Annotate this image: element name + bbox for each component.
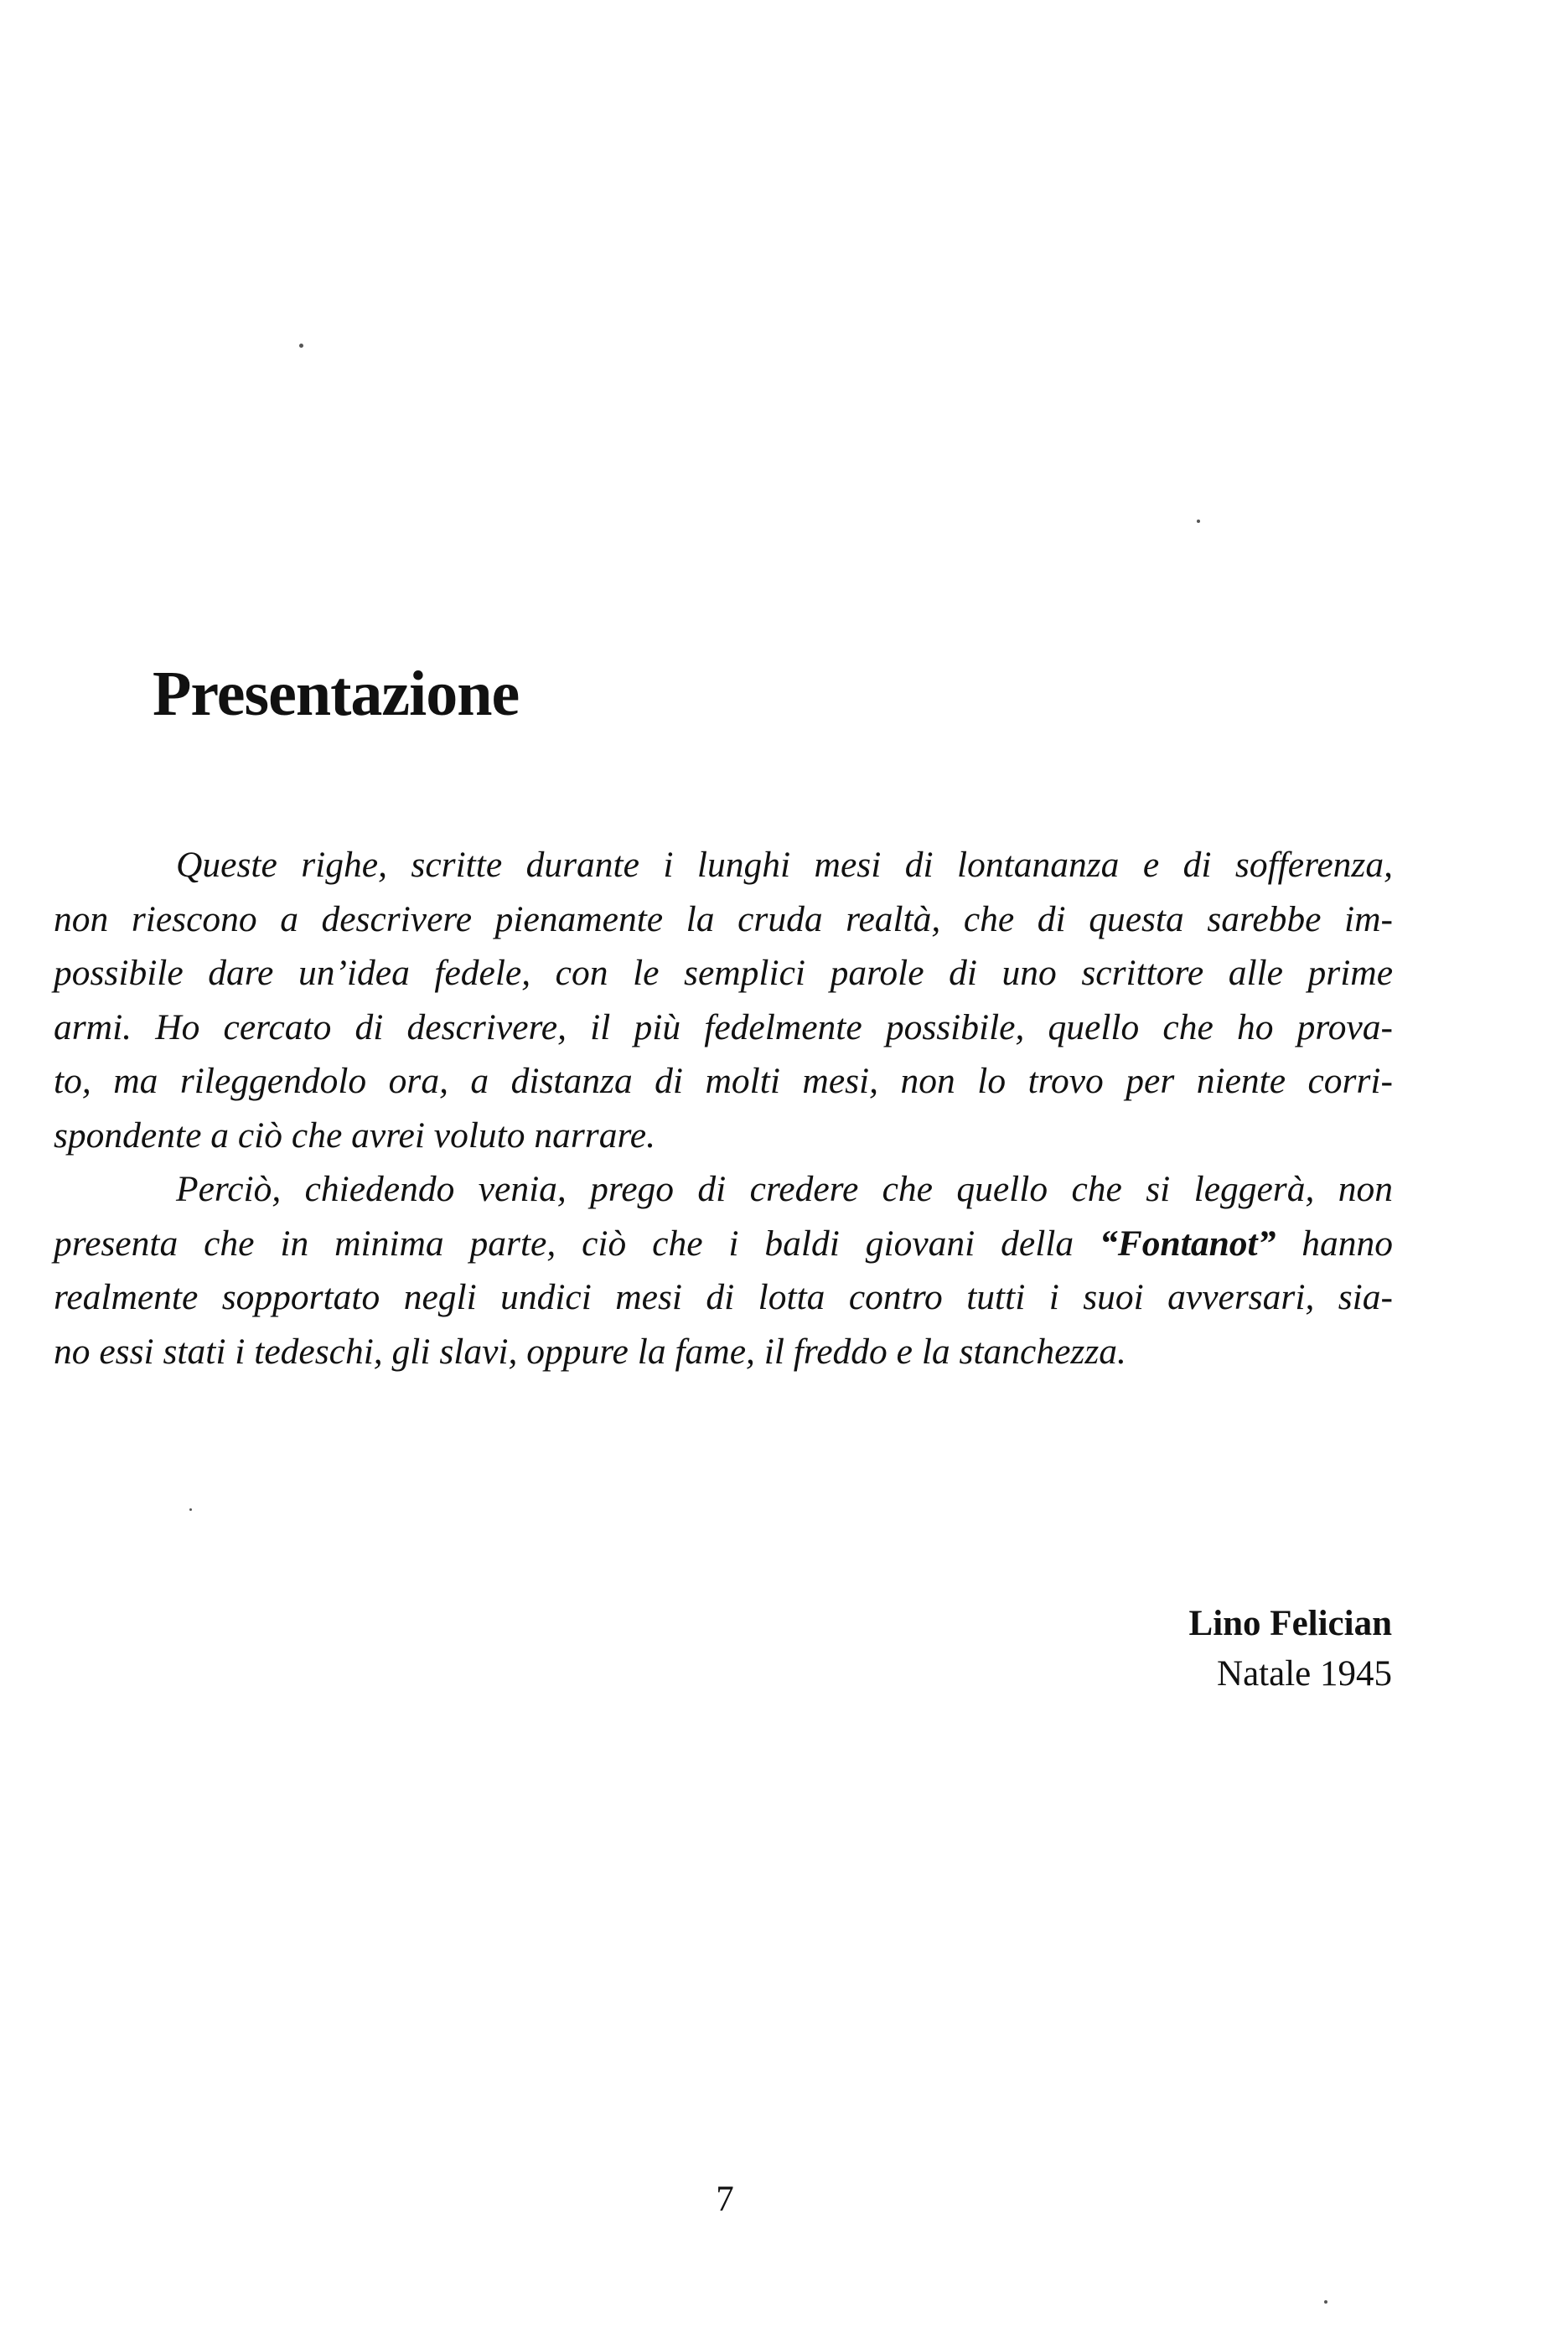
text-line: to, ma rileggendolo ora, a distanza di molti mesi, non lo trovo per niente corri- [54,1061,1393,1101]
paragraph-2 [54,1162,1393,1378]
scan-speck [1324,2300,1327,2304]
text-line: Queste righe, scritte durante i lunghi mesi di lontananza e di sofferenza, [176,845,1393,885]
signature-date: Natale 1945 [1217,1654,1392,1694]
text-line: Perciò, chiedendo venia, prego di credere che quello che si leggerà, non [176,1169,1393,1209]
text-line: non riescono a descrivere pienamente la cruda realtà, che di questa sarebbe im- [54,898,1393,939]
page-title: Presentazione [153,659,520,729]
scan-speck [299,344,303,348]
text-fragment: hanno [1276,1223,1394,1264]
paragraph-1 [54,838,1393,1162]
text-fragment: presenta che in minima parte, ciò che i baldi giovani della [54,1223,1100,1264]
signature-block [1189,1599,1392,1699]
text-line: armi. Ho cercato di descrivere, il più fedelmente possibile, quello che ho prova- [54,1006,1393,1047]
fontanot-emphasis: “Fontanot” [1100,1223,1276,1264]
author-name: Lino Felician [1188,1604,1392,1643]
scan-speck [1197,520,1200,523]
presentation-text [54,838,1393,1378]
page-number: 7 [716,2180,734,2219]
text-line: no essi stati i tedeschi, gli slavi, oppure la fame, il freddo e la stanchezza. [54,1331,1126,1372]
text-line [54,1217,1393,1271]
text-line: possibile dare un’idea fedele, con le semplici parole di uno scrittore alle prime [54,953,1393,993]
text-line: spondente a ciò che avrei voluto narrare. [54,1115,655,1156]
scan-speck [189,1508,192,1511]
text-line: realmente sopportato negli undici mesi di lotta contro tutti i suoi avversari, sia- [54,1277,1393,1317]
